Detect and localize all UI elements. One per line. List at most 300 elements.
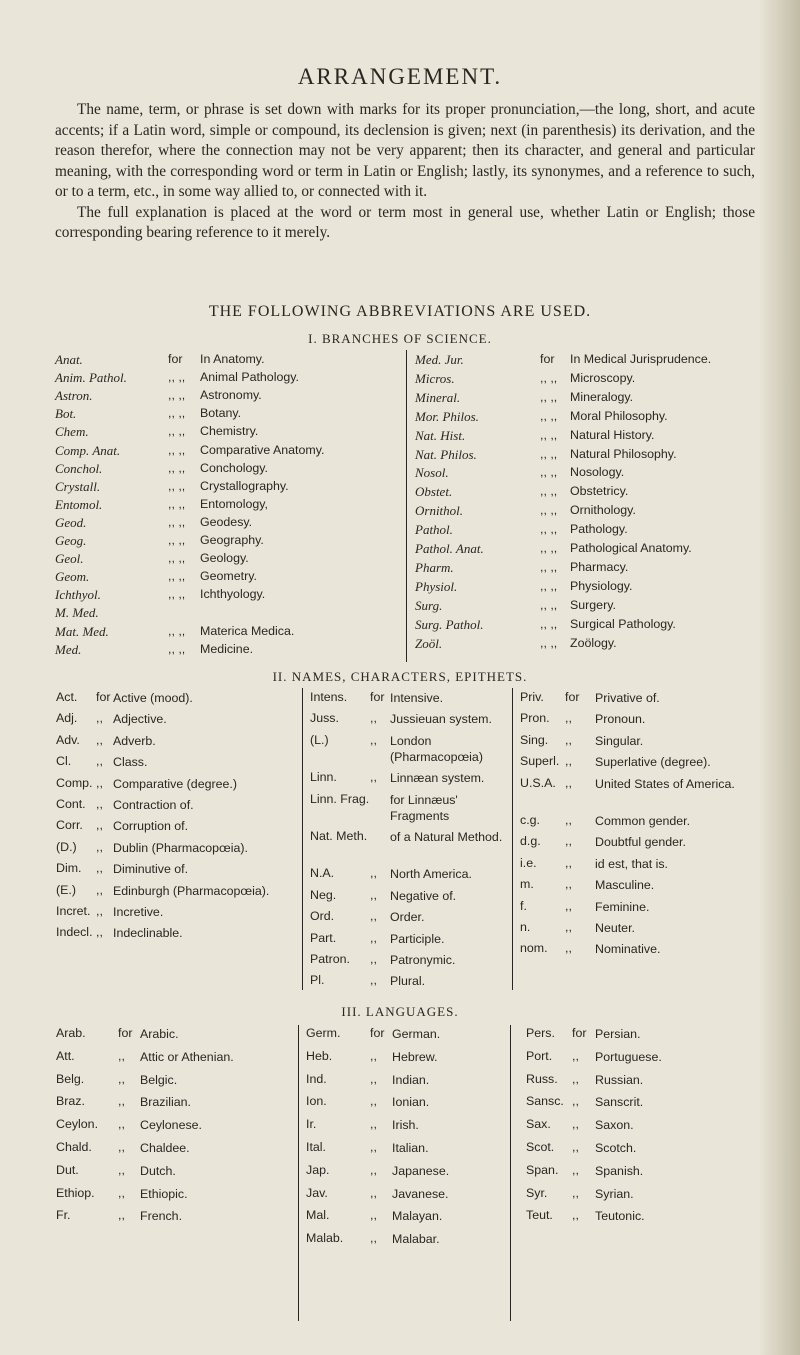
science-ditto: for	[168, 352, 183, 366]
names-abbr: (D.)	[56, 839, 77, 854]
names-term: Class.	[113, 755, 148, 770]
names-abbr: Cl.	[56, 754, 72, 769]
languages-ditto: ,,	[572, 1117, 579, 1132]
science-term: Astronomy.	[200, 388, 262, 403]
science-term: Materica Medica.	[200, 623, 295, 638]
languages-term: Ceylonese.	[140, 1118, 202, 1133]
science-ditto: ,, ,,	[540, 427, 558, 442]
names-ditto: for	[96, 690, 111, 704]
science-term: Pharmacy.	[570, 559, 629, 574]
names-abbr: Adv.	[56, 732, 80, 747]
names-abbr: N.A.	[310, 866, 335, 881]
science-ditto: ,, ,,	[168, 587, 186, 602]
science-ditto: ,, ,,	[168, 514, 186, 529]
science-abbr: Pathol.	[415, 522, 453, 538]
science-term: Natural History.	[570, 427, 655, 442]
names-abbr: Linn.	[310, 770, 337, 785]
science-term: Obstetricy.	[570, 484, 629, 499]
science-abbr: M. Med.	[55, 605, 99, 621]
science-ditto: ,, ,,	[168, 388, 186, 403]
names-term: id est, that is.	[595, 856, 669, 871]
languages-term: Japanese.	[392, 1163, 450, 1178]
names-ditto: ,,	[96, 754, 103, 769]
intro-paragraph-2: The full explanation is placed at the word or term most in general use, whether Latin or English; those corresponding bearing reference to it merely.	[55, 203, 755, 241]
languages-ditto: ,,	[118, 1071, 125, 1086]
names-abbr: Dim.	[56, 861, 82, 876]
languages-abbr: Att.	[56, 1048, 75, 1063]
languages-abbr: Dut.	[56, 1162, 79, 1177]
science-term: Nosology.	[570, 465, 625, 480]
names-abbr: Adj.	[56, 711, 78, 726]
languages-term: Saxon.	[595, 1118, 634, 1133]
science-ditto: ,, ,,	[540, 597, 558, 612]
science-ditto: ,, ,,	[540, 616, 558, 631]
languages-abbr: Malab.	[306, 1231, 344, 1246]
section-title-names: II. NAMES, CHARACTERS, EPITHETS.	[272, 669, 528, 684]
science-term: Conchology.	[200, 460, 268, 475]
science-ditto: ,, ,,	[168, 406, 186, 421]
science-ditto: ,, ,,	[540, 541, 558, 555]
science-term: Medicine.	[200, 641, 254, 656]
languages-ditto: ,,	[572, 1208, 579, 1223]
languages-term: Sanscrit.	[595, 1095, 644, 1110]
languages-ditto: ,,	[572, 1094, 579, 1109]
names-abbr: d.g.	[520, 834, 541, 849]
names-abbr: Indecl.	[56, 925, 93, 940]
science-ditto: ,, ,,	[168, 370, 186, 385]
science-abbr: Obstet.	[415, 484, 453, 500]
names-term: Feminine.	[595, 899, 650, 914]
names-term: Masculine.	[595, 878, 655, 893]
science-abbr: Geom.	[55, 569, 90, 585]
languages-ditto: ,,	[370, 1185, 377, 1200]
science-abbr: Astron.	[55, 388, 93, 404]
names-ditto: ,,	[565, 898, 572, 913]
names-ditto: for	[565, 690, 580, 704]
science-term: Ornithology.	[570, 503, 636, 518]
names-ditto: ,,	[565, 877, 572, 892]
science-ditto: ,, ,,	[168, 641, 186, 656]
names-abbr: Pron.	[520, 711, 550, 726]
names-ditto: ,,	[565, 813, 572, 827]
names-term: Indeclinable.	[113, 926, 183, 941]
languages-term: Belgic.	[140, 1072, 178, 1087]
languages-ditto: ,,	[370, 1231, 377, 1246]
names-ditto: ,,	[370, 973, 377, 988]
names-term: Pronoun.	[595, 712, 646, 727]
science-abbr: Mor. Philos.	[415, 408, 479, 424]
languages-abbr: Scot.	[526, 1140, 555, 1154]
languages-abbr: Russ.	[526, 1071, 558, 1086]
science-ditto: ,, ,,	[540, 408, 558, 423]
science-term: Moral Philosophy.	[570, 408, 668, 423]
science-abbr: Comp. Anat.	[55, 442, 121, 458]
science-term: Animal Pathology.	[200, 370, 299, 385]
science-term: Surgical Pathology.	[570, 616, 676, 631]
names-ditto: ,,	[565, 732, 572, 747]
science-abbr: Micros.	[415, 370, 455, 386]
science-abbr: Bot.	[55, 406, 77, 422]
names-term: Superlative (degree).	[595, 755, 711, 770]
names-term: Negative of.	[390, 888, 457, 903]
names-term: Intensive.	[390, 691, 444, 705]
names-ditto: ,,	[96, 904, 103, 918]
names-term: Diminutive of.	[113, 862, 189, 877]
names-term: Participle.	[390, 931, 445, 946]
intro-paragraph-1: The name, term, or phrase is set down with marks for its proper pronunciation,—the long, short, and acute accents; if a Latin word, simple or compound, its declension is given; next (in parenthesis) its derivation, and the reason therefor, where the connection may not be very apparent; then its character, and general and particular meaning, with the corresponding word or term in Latin or English; lastly, its synonymes, and a reference to such, or to a term, etc., in some way allied to, or connected with it.	[55, 101, 755, 200]
science-ditto: ,, ,,	[168, 623, 186, 638]
languages-abbr: Ion.	[306, 1094, 327, 1109]
languages-ditto: ,,	[118, 1162, 125, 1177]
science-abbr: Physiol.	[415, 578, 458, 594]
names-term: Singular.	[595, 733, 644, 748]
science-abbr: Ichthyol.	[55, 587, 101, 603]
languages-term: Brazilian.	[140, 1095, 191, 1110]
section-title-science: I. BRANCHES OF SCIENCE.	[308, 331, 492, 346]
science-abbr: Anim. Pathol.	[55, 370, 127, 386]
languages-abbr: Heb.	[306, 1048, 333, 1063]
names-abbr: Neg.	[310, 887, 337, 902]
science-abbr: Geog.	[55, 533, 87, 548]
intro-text	[55, 100, 755, 244]
names-term: Order.	[390, 910, 425, 925]
science-term: Geography.	[200, 533, 264, 547]
names-ditto: for	[370, 690, 385, 704]
names-term: of a Natural Method.	[390, 830, 503, 844]
languages-abbr: Ital.	[306, 1140, 326, 1154]
names-ditto: ,,	[96, 797, 103, 811]
languages-term: Spanish.	[595, 1163, 644, 1178]
names-term: Corruption of.	[113, 819, 189, 834]
languages-term: Ethiopic.	[140, 1186, 188, 1201]
science-ditto: ,, ,,	[168, 533, 186, 547]
languages-term: Indian.	[392, 1072, 430, 1087]
names-ditto: ,,	[370, 952, 377, 966]
names-ditto: ,,	[96, 818, 103, 833]
names-ditto: ,,	[96, 775, 103, 790]
languages-term: Hebrew.	[392, 1049, 438, 1064]
languages-abbr: Ir.	[306, 1117, 317, 1132]
science-ditto: ,, ,,	[540, 484, 558, 499]
names-ditto: ,,	[96, 839, 103, 854]
science-abbr: Ornithol.	[415, 503, 464, 519]
languages-abbr: Syr.	[526, 1185, 548, 1200]
names-term: Jussieuan system.	[390, 712, 492, 727]
languages-ditto: ,,	[572, 1185, 579, 1200]
names-abbr: Sing.	[520, 732, 549, 747]
science-ditto: ,, ,,	[540, 503, 558, 518]
languages-abbr: Teut.	[526, 1208, 553, 1223]
names-ditto: ,,	[96, 925, 103, 940]
science-abbr: Geod.	[55, 514, 87, 530]
names-abbr: (L.)	[310, 732, 329, 747]
science-ditto: ,, ,,	[168, 478, 186, 493]
names-term: Active (mood).	[113, 691, 193, 705]
languages-ditto: ,,	[572, 1140, 579, 1154]
names-abbr: Incret.	[56, 904, 91, 918]
names-ditto: ,,	[96, 861, 103, 876]
languages-abbr: Jav.	[306, 1185, 328, 1200]
names-ditto: ,,	[370, 732, 377, 747]
languages-ditto: for	[572, 1026, 587, 1040]
science-term: Pathological Anatomy.	[570, 541, 692, 555]
languages-term: French.	[140, 1209, 183, 1224]
names-term: Nominative.	[595, 942, 661, 957]
names-term: Adverb.	[113, 733, 156, 748]
science-abbr: Chem.	[55, 424, 89, 440]
languages-term: Attic or Athenian.	[140, 1049, 234, 1064]
languages-abbr: Braz.	[56, 1094, 85, 1109]
science-abbr: Anat.	[55, 352, 83, 367]
languages-abbr: Span.	[526, 1162, 559, 1177]
science-term: Chemistry.	[200, 424, 259, 439]
page-title: ARRANGEMENT.	[297, 64, 503, 89]
science-ditto: ,, ,,	[168, 424, 186, 439]
names-term: Incretive.	[113, 905, 164, 919]
names-term: Contraction of.	[113, 798, 194, 812]
languages-abbr: Ind.	[306, 1071, 327, 1086]
names-abbr: Act.	[56, 690, 78, 704]
science-abbr: Surg.	[415, 597, 443, 613]
languages-term: Javanese.	[392, 1186, 449, 1201]
languages-term: Chaldee.	[140, 1141, 190, 1155]
science-term: Mineralogy.	[570, 389, 634, 404]
languages-term: Persian.	[595, 1027, 641, 1041]
science-term: Surgery.	[570, 597, 616, 612]
science-term: Comparative Anatomy.	[200, 442, 325, 457]
science-abbr: Pharm.	[415, 559, 454, 575]
science-ditto: ,, ,,	[168, 569, 186, 584]
science-term: In Medical Jurisprudence.	[570, 352, 712, 366]
names-term: Doubtful gender.	[595, 835, 686, 850]
science-term: In Anatomy.	[200, 352, 265, 366]
names-term: London (Pharmacopœia)	[390, 733, 483, 764]
science-abbr: Crystall.	[55, 478, 101, 494]
languages-term: Syrian.	[595, 1186, 634, 1201]
languages-term: Russian.	[595, 1072, 644, 1087]
science-divider	[406, 350, 407, 662]
languages-term: Scotch.	[595, 1141, 637, 1155]
science-term: Geodesy.	[200, 514, 253, 529]
languages-abbr: Sax.	[526, 1117, 551, 1132]
languages-ditto: ,,	[118, 1140, 125, 1154]
science-term: Microscopy.	[570, 370, 636, 385]
languages-abbr: Port.	[526, 1048, 553, 1063]
languages-ditto: ,,	[118, 1048, 125, 1063]
languages-ditto: ,,	[370, 1048, 377, 1063]
languages-abbr: Chald.	[56, 1140, 92, 1154]
science-ditto: ,, ,,	[168, 442, 186, 457]
languages-term: German.	[392, 1027, 441, 1041]
names-divider-1	[302, 688, 303, 990]
names-ditto: ,,	[96, 711, 103, 726]
science-abbr: Surg. Pathol.	[415, 616, 484, 632]
names-abbr: Linn. Frag.	[310, 791, 370, 806]
languages-term: Malayan.	[392, 1209, 443, 1224]
names-abbr: Pl.	[310, 973, 325, 988]
names-term: Edinburgh (Pharmacopœia).	[113, 883, 270, 898]
names-term: Privative of.	[595, 691, 660, 705]
names-ditto: ,,	[96, 732, 103, 747]
science-ditto: ,, ,,	[168, 496, 186, 511]
names-ditto: ,,	[565, 775, 572, 790]
languages-abbr: Fr.	[56, 1208, 71, 1223]
names-term: United States of America.	[595, 776, 735, 791]
science-term: Pathology.	[570, 522, 628, 537]
science-ditto: ,, ,,	[540, 559, 558, 574]
languages-ditto: ,,	[370, 1140, 377, 1154]
science-abbr: Zoöl.	[415, 635, 443, 651]
science-term: Natural Philosophy.	[570, 446, 677, 461]
languages-divider-2	[510, 1025, 511, 1321]
languages-term: Ionian.	[392, 1095, 430, 1110]
science-term: Botany.	[200, 406, 242, 421]
languages-abbr: Arab.	[56, 1026, 86, 1040]
names-abbr: m.	[520, 877, 534, 892]
languages-ditto: ,,	[572, 1071, 579, 1086]
languages-abbr: Belg.	[56, 1071, 85, 1086]
names-abbr: f.	[520, 898, 527, 913]
names-ditto: ,,	[370, 770, 377, 785]
languages-term: Dutch.	[140, 1163, 176, 1178]
names-abbr: Nat. Meth.	[310, 829, 368, 843]
science-abbr: Nosol.	[415, 465, 449, 481]
languages-term: Arabic.	[140, 1027, 179, 1041]
science-term: Geology.	[200, 551, 249, 566]
science-term: Crystallography.	[200, 478, 289, 493]
names-divider-2	[512, 688, 513, 990]
languages-ditto: ,,	[370, 1208, 377, 1223]
names-ditto: ,,	[565, 855, 572, 870]
languages-ditto: ,,	[370, 1117, 377, 1132]
science-term: Geometry.	[200, 569, 257, 584]
languages-ditto: for	[118, 1026, 133, 1040]
languages-divider-1	[298, 1025, 299, 1321]
names-term: for Linnæus' Fragments	[390, 792, 458, 823]
names-abbr: nom.	[520, 941, 548, 956]
names-abbr: i.e.	[520, 855, 537, 870]
names-term: Comparative (degree.)	[113, 776, 237, 791]
names-abbr: n.	[520, 920, 531, 934]
languages-term: Malabar.	[392, 1232, 440, 1247]
science-term: Physiology.	[570, 578, 633, 593]
names-abbr: Comp.	[56, 775, 93, 790]
languages-abbr: Ethiop.	[56, 1185, 95, 1200]
science-term: Zoölogy.	[570, 635, 617, 650]
languages-ditto: ,,	[370, 1094, 377, 1109]
names-abbr: (E.)	[56, 882, 76, 897]
names-abbr: Ord.	[310, 909, 335, 924]
names-abbr: Part.	[310, 930, 337, 945]
languages-ditto: ,,	[118, 1185, 125, 1200]
science-abbr: Pathol. Anat.	[415, 541, 484, 556]
science-ditto: ,, ,,	[540, 370, 558, 385]
names-term: North America.	[390, 867, 472, 882]
science-ditto: ,, ,,	[540, 389, 558, 404]
languages-ditto: for	[370, 1026, 385, 1040]
names-ditto: ,,	[370, 930, 377, 945]
names-term: Plural.	[390, 974, 426, 989]
names-ditto: ,,	[565, 834, 572, 849]
names-abbr: Patron.	[310, 952, 350, 966]
languages-term: Italian.	[392, 1141, 429, 1155]
languages-term: Portuguese.	[595, 1049, 662, 1064]
languages-abbr: Pers.	[526, 1026, 555, 1040]
names-term: Patronymic.	[390, 953, 456, 967]
languages-ditto: ,,	[370, 1162, 377, 1177]
names-abbr: Intens.	[310, 690, 348, 704]
names-term: Common gender.	[595, 814, 691, 828]
languages-abbr: Sansc.	[526, 1094, 564, 1109]
names-ditto: ,,	[370, 711, 377, 726]
science-abbr: Mat. Med.	[55, 623, 109, 639]
science-abbr: Nat. Philos.	[415, 446, 477, 462]
science-ditto: ,, ,,	[540, 446, 558, 461]
science-ditto: ,, ,,	[540, 578, 558, 593]
languages-ditto: ,,	[118, 1094, 125, 1109]
science-abbr: Mineral.	[415, 389, 461, 405]
names-ditto: ,,	[565, 711, 572, 726]
science-term: Entomology,	[200, 496, 268, 511]
science-abbr: Entomol.	[55, 496, 103, 512]
abbreviations-heading: THE FOLLOWING ABBREVIATIONS ARE USED.	[208, 303, 592, 320]
science-ditto: ,, ,,	[168, 551, 186, 566]
languages-ditto: ,,	[118, 1208, 125, 1223]
names-ditto: ,,	[96, 882, 103, 897]
science-abbr: Conchol.	[55, 460, 103, 476]
languages-term: Irish.	[392, 1118, 419, 1133]
languages-abbr: Mal.	[306, 1208, 330, 1223]
science-ditto: for	[540, 352, 555, 366]
names-ditto: ,,	[565, 941, 572, 956]
languages-abbr: Ceylon.	[56, 1117, 99, 1132]
science-ditto: ,, ,,	[540, 465, 558, 480]
languages-abbr: Jap.	[306, 1162, 330, 1177]
languages-abbr: Germ.	[306, 1026, 341, 1040]
science-abbr: Geol.	[55, 551, 84, 567]
names-abbr: Superl.	[520, 754, 560, 769]
languages-ditto: ,,	[118, 1117, 125, 1132]
languages-ditto: ,,	[370, 1071, 377, 1086]
names-abbr: Corr.	[56, 818, 83, 833]
names-term: Adjective.	[113, 712, 167, 727]
languages-term: Teutonic.	[595, 1209, 645, 1224]
science-ditto: ,, ,,	[540, 635, 558, 650]
names-term: Linnæan system.	[390, 771, 485, 786]
names-term: Dublin (Pharmacopœia).	[113, 840, 248, 855]
science-abbr: Nat. Hist.	[415, 427, 466, 443]
science-term: Ichthyology.	[200, 587, 266, 602]
section-title-languages: III. LANGUAGES.	[341, 1004, 459, 1019]
names-abbr: Juss.	[310, 711, 339, 726]
names-abbr: Priv.	[520, 690, 544, 704]
names-ditto: ,,	[565, 920, 572, 934]
languages-ditto: ,,	[572, 1162, 579, 1177]
science-ditto: ,, ,,	[168, 460, 186, 475]
science-abbr: Med. Jur.	[415, 352, 464, 367]
names-ditto: ,,	[565, 754, 572, 769]
names-abbr: U.S.A.	[520, 775, 556, 790]
names-term: Neuter.	[595, 921, 635, 935]
names-ditto: ,,	[370, 909, 377, 924]
names-abbr: Cont.	[56, 797, 86, 811]
languages-ditto: ,,	[572, 1048, 579, 1063]
science-ditto: ,, ,,	[540, 522, 558, 537]
names-abbr: c.g.	[520, 813, 540, 827]
names-ditto: ,,	[370, 866, 377, 881]
names-ditto: ,,	[370, 887, 377, 902]
science-abbr: Med.	[55, 641, 82, 657]
